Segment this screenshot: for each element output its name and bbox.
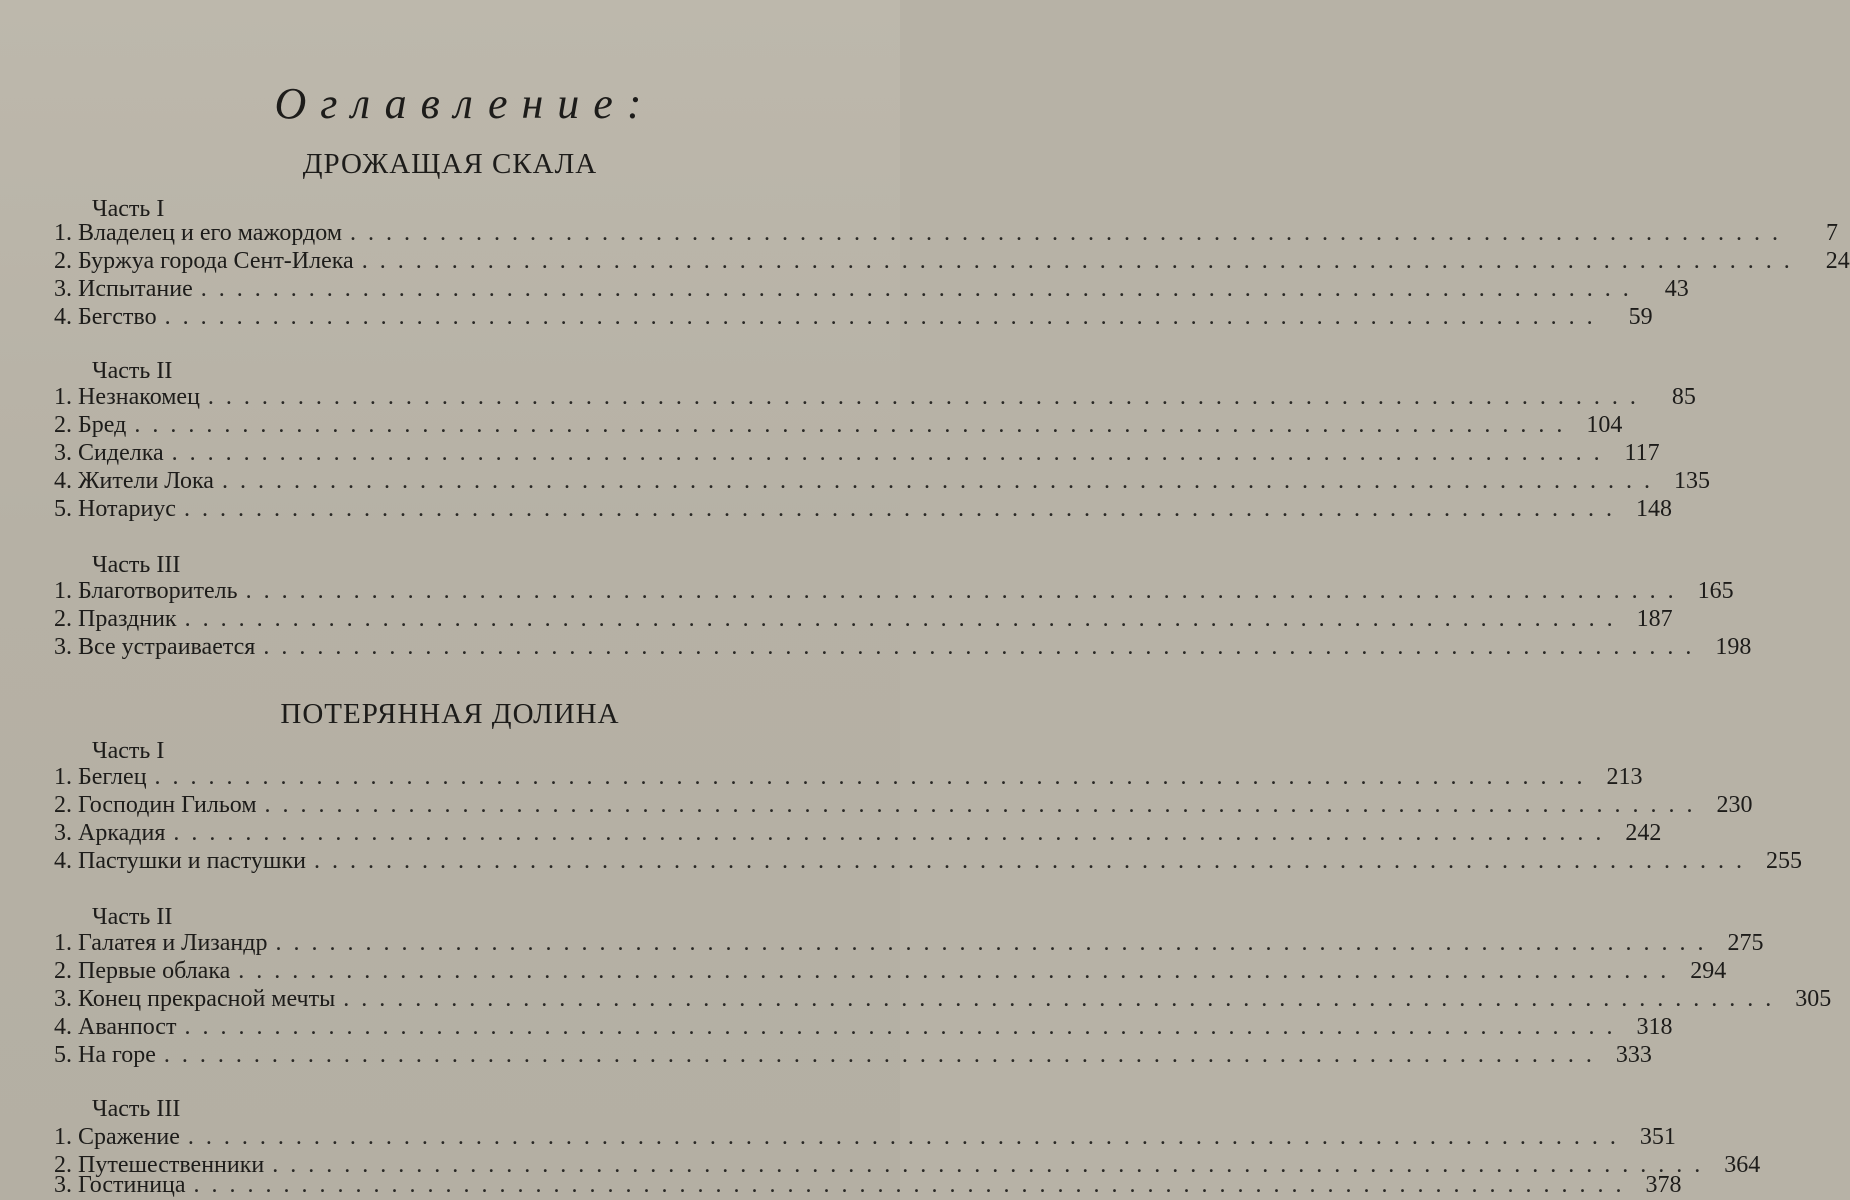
chapter-number: 1.	[54, 578, 72, 604]
chapter-title: Аркадия	[78, 820, 166, 846]
chapter-number: 3.	[54, 986, 72, 1012]
chapter-title: Конец прекрасной мечты	[78, 986, 336, 1012]
chapter-title: Благотворитель	[78, 578, 238, 604]
chapter-number: 3.	[54, 276, 72, 302]
toc-entry	[40, 986, 1832, 1014]
toc-entry	[40, 634, 1752, 662]
chapter-number: 3.	[54, 820, 72, 846]
page-number: 275	[1727, 930, 1764, 956]
chapter-title: Праздник	[78, 606, 177, 632]
chapter-title: Нотариус	[78, 496, 176, 522]
chapter-number: 2.	[54, 412, 72, 438]
chapter-title: Бегство	[78, 304, 157, 330]
toc-entry	[40, 930, 1764, 958]
chapter-title: Испытание	[78, 276, 193, 302]
chapter-number: 2.	[54, 606, 72, 632]
dot-leader: ................................................................................	[183, 496, 1624, 522]
chapter-title: На горе	[78, 1042, 156, 1068]
chapter-title: Первые облака	[78, 958, 231, 984]
dot-leader: ................................................................................	[238, 958, 1679, 984]
page-number: 165	[1697, 578, 1734, 604]
toc-entry	[40, 606, 1673, 634]
toc-entry	[40, 1124, 1676, 1152]
dot-leader: ................................................................................	[207, 384, 1648, 410]
chapter-number: 4.	[54, 1014, 72, 1040]
chapter-title: Гостиница	[78, 1172, 186, 1198]
chapter-number: 2.	[54, 248, 72, 274]
chapter-title: Пастушки и пастушки	[78, 848, 306, 874]
chapter-title: Все устраивается	[78, 634, 256, 660]
dot-leader: ................................................................................	[263, 634, 1704, 660]
chapter-title: Путешественники	[78, 1152, 265, 1178]
part-label: Часть II	[92, 904, 173, 930]
page-number: 364	[1724, 1152, 1761, 1178]
part-label: Часть III	[92, 1096, 181, 1122]
chapter-title: Владелец и его мажордом	[78, 220, 342, 246]
chapter-title: Господин Гильом	[78, 792, 257, 818]
chapter-number: 2.	[54, 792, 72, 818]
dot-leader: ................................................................................	[245, 578, 1686, 604]
chapter-title: Сиделка	[78, 440, 164, 466]
dot-leader: ................................................................................	[173, 820, 1614, 846]
toc-entry	[40, 304, 1653, 332]
toc-entry	[40, 220, 1838, 248]
part-label: Часть II	[92, 358, 173, 384]
part-label: Часть III	[92, 552, 181, 578]
chapter-number: 4.	[54, 848, 72, 874]
toc-entry	[40, 958, 1727, 986]
page-number: 378	[1645, 1172, 1682, 1198]
page-number: 230	[1716, 792, 1753, 818]
chapter-title: Жители Лока	[78, 468, 214, 494]
page-number: 148	[1635, 496, 1672, 522]
book-title-2: ПОТЕРЯННАЯ ДОЛИНА	[280, 698, 620, 730]
dot-leader: ................................................................................	[163, 1042, 1604, 1068]
toc-entry	[40, 1014, 1673, 1042]
toc-entry	[40, 496, 1672, 524]
chapter-number: 5.	[54, 496, 72, 522]
toc-entry	[40, 412, 1623, 440]
dot-leader: ................................................................................	[154, 764, 1595, 790]
page-number: 24	[1825, 248, 1850, 274]
page-number: 294	[1690, 958, 1727, 984]
chapter-number: 1.	[54, 1124, 72, 1150]
chapter-number: 3.	[54, 634, 72, 660]
page-number: 187	[1636, 606, 1673, 632]
dot-leader: ................................................................................	[164, 304, 1605, 330]
chapter-title: Бред	[78, 412, 127, 438]
page-number: 43	[1664, 276, 1689, 302]
part-label: Часть I	[92, 738, 165, 764]
chapter-number: 1.	[54, 220, 72, 246]
chapter-number: 4.	[54, 468, 72, 494]
dot-leader: ................................................................................	[134, 412, 1575, 438]
chapter-title: Беглец	[78, 764, 147, 790]
chapter-title: Незнакомец	[78, 384, 200, 410]
page-number: 135	[1673, 468, 1710, 494]
chapter-number: 1.	[54, 930, 72, 956]
dot-leader: ................................................................................	[361, 248, 1802, 274]
dot-leader: ................................................................................	[184, 606, 1625, 632]
dot-leader: ................................................................................	[272, 1152, 1713, 1178]
chapter-title: Галатея и Лизандр	[78, 930, 268, 956]
toc-entry	[40, 1172, 1682, 1200]
toc-entry	[40, 468, 1710, 496]
dot-leader: ................................................................................	[313, 848, 1754, 874]
chapter-number: 1.	[54, 384, 72, 410]
part-label: Часть I	[92, 196, 165, 222]
toc-entry	[40, 440, 1660, 468]
page-number: 242	[1625, 820, 1662, 846]
chapter-number: 4.	[54, 304, 72, 330]
page-number: 318	[1636, 1014, 1673, 1040]
toc-entry	[40, 384, 1696, 412]
page-number: 305	[1795, 986, 1832, 1012]
chapter-number: 1.	[54, 764, 72, 790]
page-number: 351	[1639, 1124, 1676, 1150]
book-title-1: ДРОЖАЩАЯ СКАЛА	[302, 148, 598, 180]
toc-entry	[40, 1042, 1652, 1070]
page-number: 117	[1624, 440, 1660, 466]
chapter-title: Буржуа города Сент-Илека	[78, 248, 354, 274]
chapter-number: 2.	[54, 1152, 72, 1178]
page-number: 104	[1586, 412, 1623, 438]
chapter-title: Аванпост	[78, 1014, 177, 1040]
chapter-number: 2.	[54, 958, 72, 984]
page-number: 333	[1615, 1042, 1652, 1068]
toc-entry	[40, 578, 1734, 606]
page-number: 59	[1628, 304, 1653, 330]
toc-entry	[40, 276, 1689, 304]
page-heading: Оглавление:	[274, 79, 656, 128]
dot-leader: ................................................................................	[275, 930, 1716, 956]
page-number: 255	[1765, 848, 1802, 874]
chapter-number: 3.	[54, 1172, 72, 1198]
toc-entry	[40, 248, 1850, 276]
dot-leader: ................................................................................	[171, 440, 1612, 466]
page-number: 213	[1606, 764, 1643, 790]
page-number: 85	[1671, 384, 1696, 410]
dot-leader: ................................................................................	[184, 1014, 1625, 1040]
dot-leader: ................................................................................	[193, 1172, 1634, 1198]
dot-leader: ................................................................................	[221, 468, 1662, 494]
chapter-number: 3.	[54, 440, 72, 466]
chapter-number: 5.	[54, 1042, 72, 1068]
toc-entry	[40, 764, 1643, 792]
dot-leader: ................................................................................	[350, 220, 1790, 246]
toc-entry	[40, 848, 1802, 876]
page-number: 198	[1715, 634, 1752, 660]
chapter-title: Сражение	[78, 1124, 180, 1150]
dot-leader: ................................................................................	[187, 1124, 1628, 1150]
page-number: 7	[1826, 220, 1838, 246]
dot-leader: ................................................................................	[343, 986, 1784, 1012]
dot-leader: ................................................................................	[264, 792, 1705, 818]
dot-leader: ................................................................................	[200, 276, 1641, 302]
toc-entry	[40, 820, 1662, 848]
toc-entry	[40, 792, 1753, 820]
